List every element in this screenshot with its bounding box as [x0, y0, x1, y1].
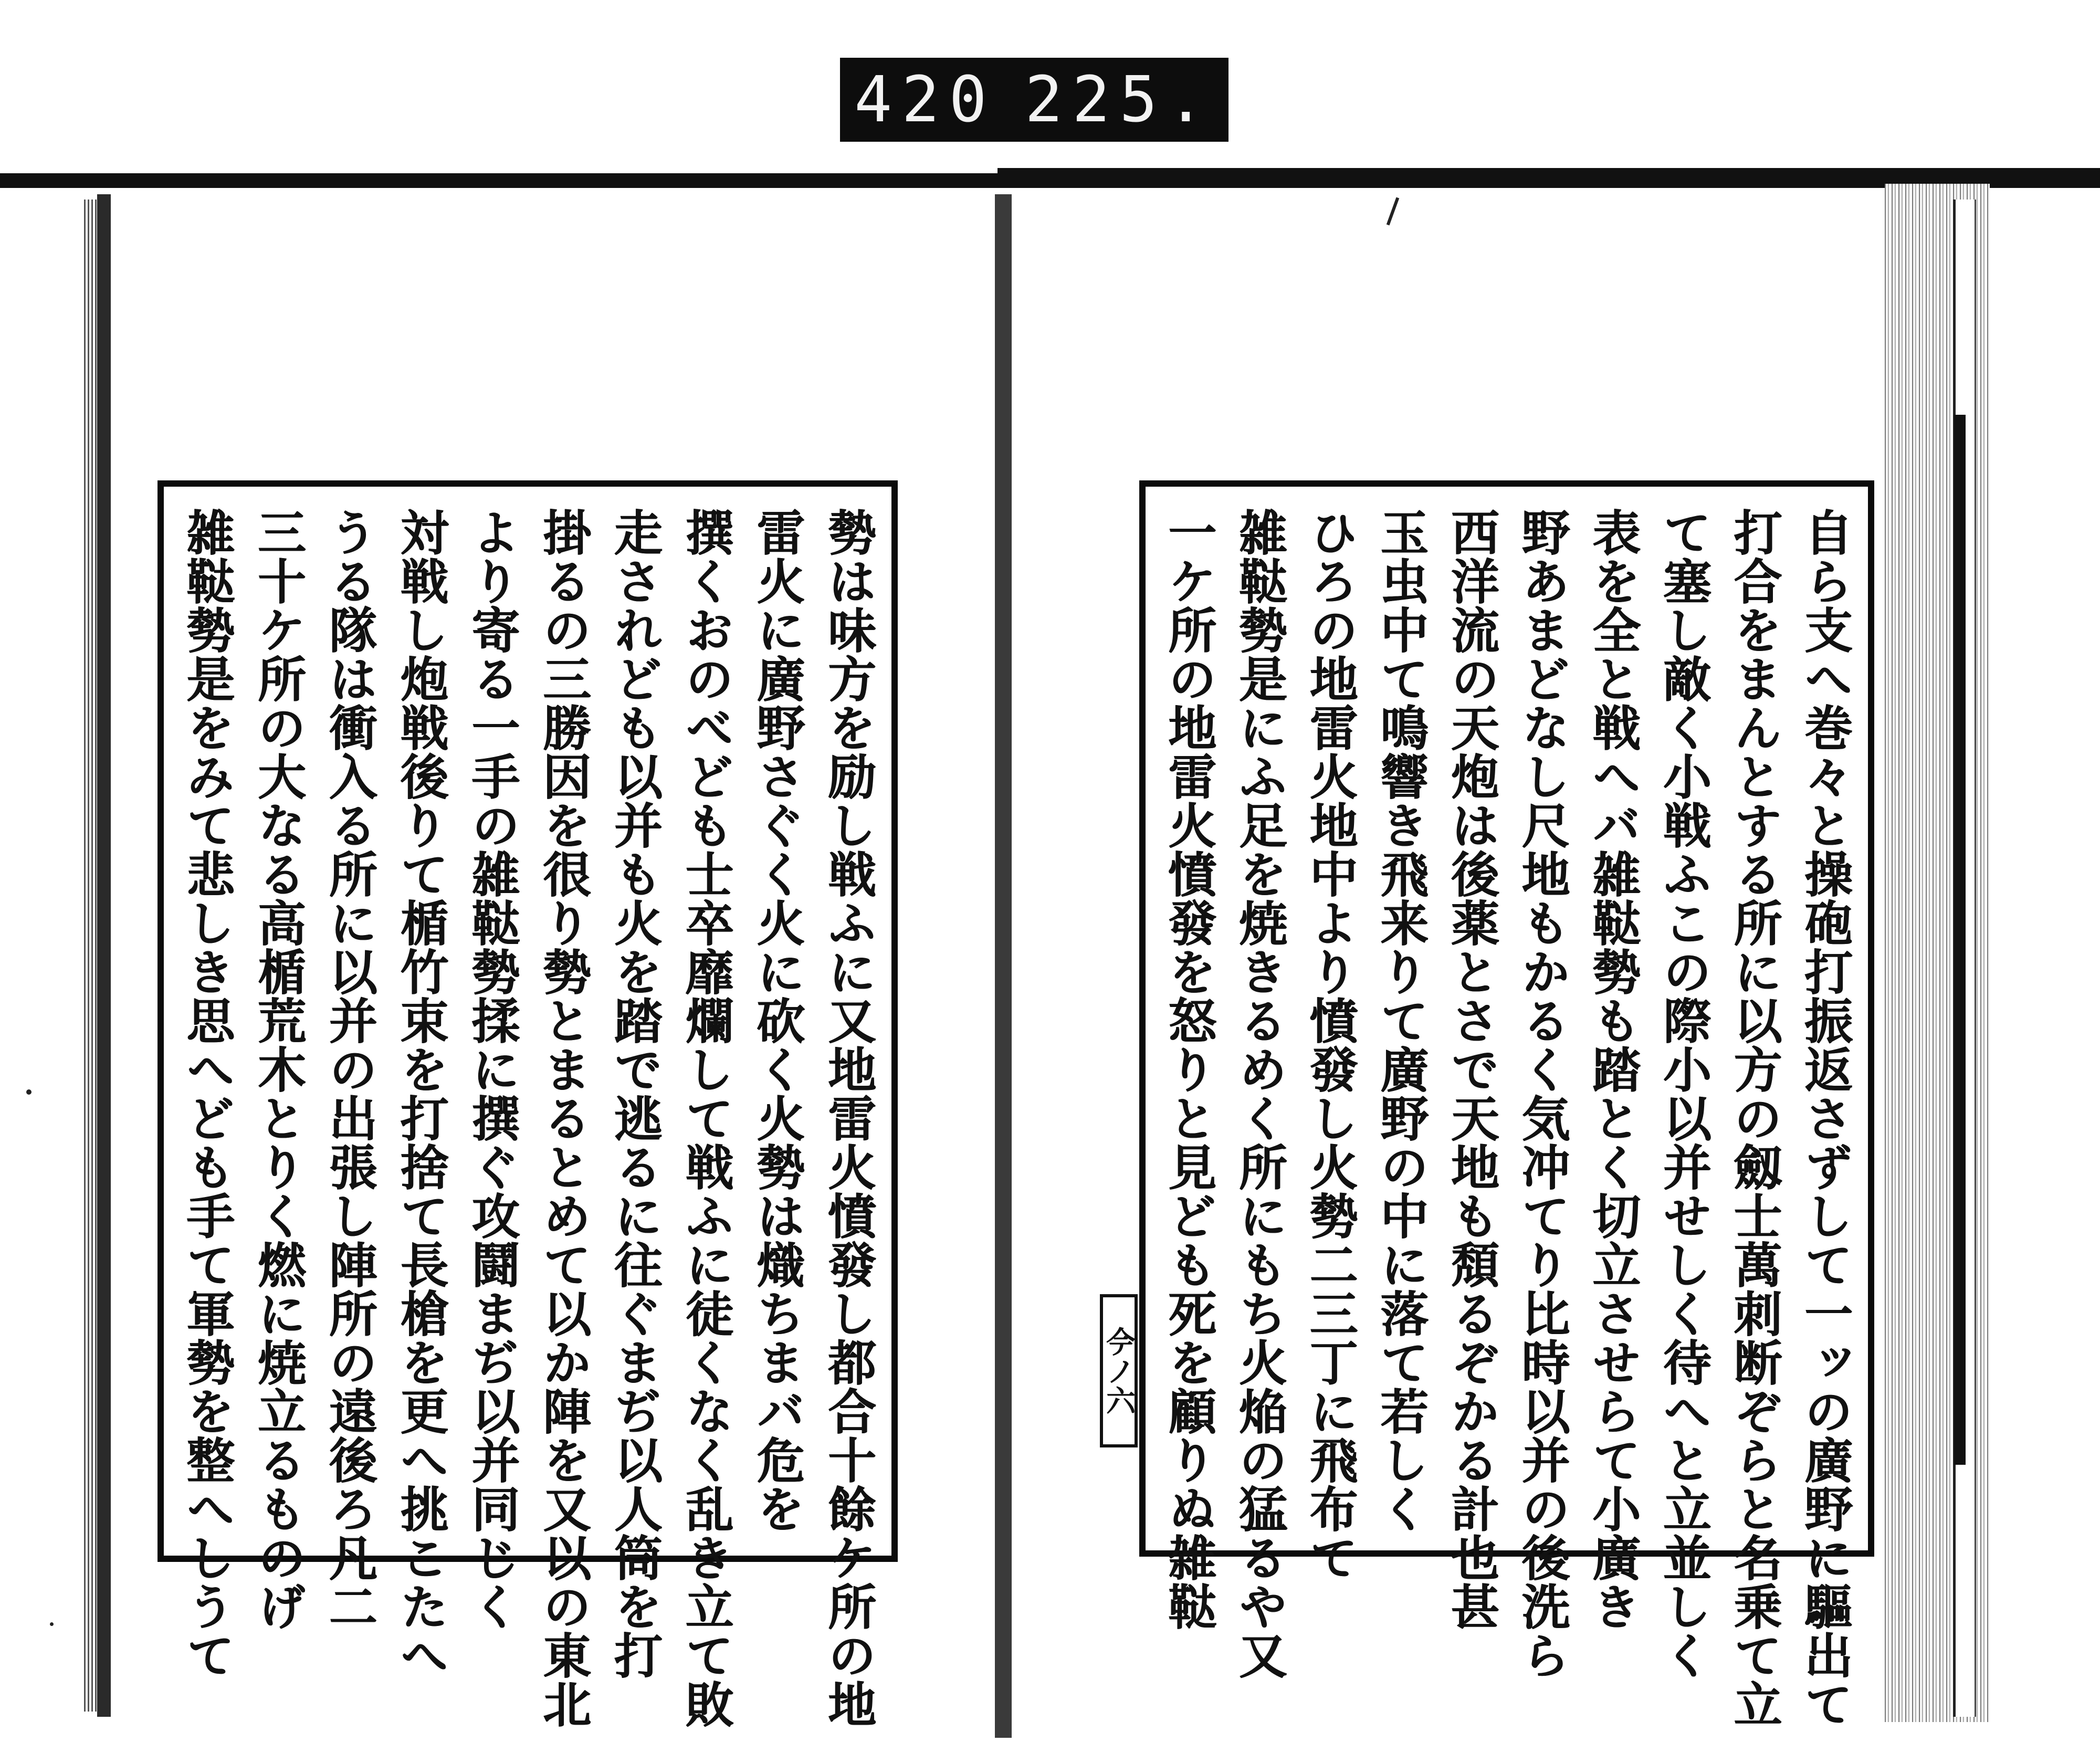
text-column: 打合をまんとする所に以方の劔士萬刺断ぞらと名乗て立	[1726, 508, 1783, 1728]
folio-tab: 𫝆ノ六	[1100, 1294, 1138, 1447]
text-column: ひろの地雷火地中より憤發し火勢二三丁に飛布て	[1301, 508, 1359, 1582]
cover-shadow-bar	[1954, 415, 1966, 1465]
left-text-frame	[158, 480, 898, 1728]
text-column: 西洋流の天炮は後薬とさで天地も頽るぞかる計也甚	[1443, 508, 1500, 1631]
accession-number-left: 420	[854, 63, 996, 137]
text-column: 雷火に廣野さぐく火に砍く火勢は熾ちまバ危を	[749, 508, 806, 1533]
accession-number-right: 225.	[1024, 63, 1214, 137]
text-column: 表を全と戦へバ雑鞑勢も踏とく切立させらて小廣き	[1584, 508, 1641, 1631]
accession-label	[840, 58, 1228, 142]
text-column: うる隊は衝入る所に以并の出張し陣所の遠後ろ凡二	[321, 508, 378, 1631]
text-column: 野あまどなし尺地もかるく気冲てり比時以并の後洗ら	[1514, 508, 1571, 1680]
text-column: 玉虫中て鳴響き飛来りて廣野の中に落て若しく	[1372, 508, 1429, 1533]
ink-speck	[50, 1622, 54, 1626]
text-column: 雑鞑勢是にふ足を焼きるめく所にもち火焔の猛るや又	[1231, 508, 1288, 1680]
text-column: 撰くおのべども士卒靡爛して戦ふに徒くなく乱き立て敗	[677, 508, 734, 1728]
text-column: 一ケ所の地雷火憤發を怒りと見ども死を顧りぬ雑鞑	[1160, 508, 1217, 1631]
text-column: より寄る一手の雑鞑勢揉に撰ぐ攻鬪まぢ以并同じく	[464, 508, 521, 1631]
text-column: 掛るの三勝因を很り勢とまるとめて以か陣を又以の東北	[534, 508, 592, 1728]
right-text-frame	[1139, 480, 1874, 1728]
text-column: て塞し敵く小戦ふこの際小以并せしく待へと立並しく	[1655, 508, 1712, 1680]
text-column: 対戦し炮戦後りて楯竹束を打捨て長槍を更へ挑こたへ	[392, 508, 449, 1680]
ink-speck	[26, 1089, 32, 1095]
book-gutter	[995, 194, 1012, 1738]
text-column: 走されども以并も火を踏で逃るに往ぐまぢ以人筒を打	[606, 508, 663, 1680]
text-column: 三十ケ所の大なる高楯荒木とりく燃に焼立るものげ	[249, 508, 307, 1631]
text-column: 自ら支へ巻々と操砲打振返さずして一ッの廣野に驅出て	[1796, 508, 1853, 1728]
scan-top-edge-right	[998, 168, 2100, 184]
text-column: 勢は味方を励し戦ふに又地雷火憤發し都合十餘ケ所の地	[820, 508, 877, 1728]
text-column: 雑鞑勢是をみて悲しき思へども手て軍勢を整へしうて	[178, 508, 235, 1680]
